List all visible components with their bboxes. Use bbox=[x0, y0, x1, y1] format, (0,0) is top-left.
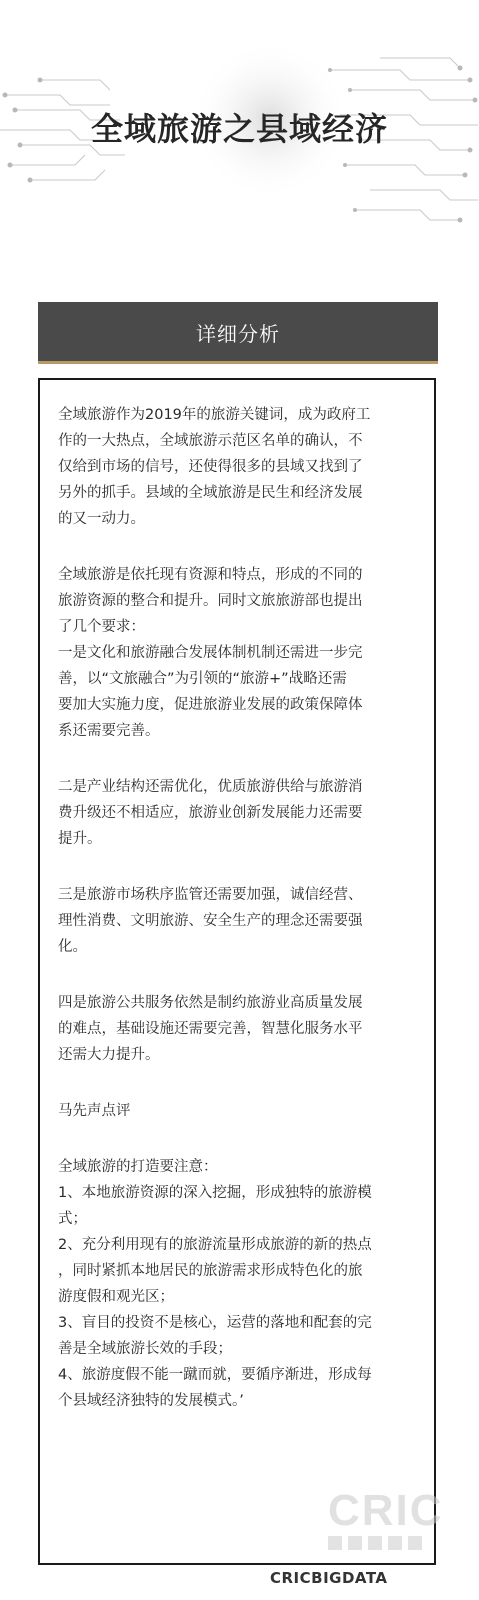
text-line: 四是旅游公共服务依然是制约旅游业高质量发展 bbox=[58, 995, 363, 1011]
text-line: 要加大实施力度，促进旅游业发展的政策保障体 bbox=[58, 697, 363, 713]
watermark-logo: CRIC bbox=[328, 1486, 444, 1535]
paragraph-gap bbox=[58, 744, 420, 774]
text-line: 个县域经济独特的发展模式。’ bbox=[58, 1393, 244, 1409]
text-line: 全域旅游是依托现有资源和特点，形成的不同的 bbox=[58, 567, 363, 583]
text-line: 的又一动力。 bbox=[58, 511, 145, 527]
paragraph bbox=[58, 774, 420, 852]
text-line: 4、旅游度假不能一蹴而就，要循序渐进，形成每 bbox=[58, 1367, 372, 1383]
text-line: 2、充分利用现有的旅游流量形成旅游的新的热点 bbox=[58, 1237, 372, 1253]
text-line: 全域旅游的打造要注意： bbox=[58, 1159, 218, 1175]
paragraph bbox=[58, 1098, 420, 1124]
paragraph-gap bbox=[58, 852, 420, 882]
text-line: 提升。 bbox=[58, 831, 102, 847]
paragraph bbox=[58, 1154, 420, 1414]
text-line: 式； bbox=[58, 1211, 87, 1227]
paragraph-gap bbox=[58, 1068, 420, 1098]
text-line: 全域旅游作为2019年的旅游关键词，成为政府工 bbox=[58, 407, 371, 423]
text-line: 仅给到市场的信号，还使得很多的县域又找到了 bbox=[58, 459, 363, 475]
header-banner bbox=[0, 0, 479, 250]
text-line: 1、本地旅游资源的深入挖掘，形成独特的旅游模 bbox=[58, 1185, 372, 1201]
paragraph-gap bbox=[58, 532, 420, 562]
text-line: 3、盲目的投资不是核心，运营的落地和配套的完 bbox=[58, 1315, 372, 1331]
section-header bbox=[38, 302, 438, 364]
paragraph bbox=[58, 562, 420, 744]
text-line: 了几个要求： bbox=[58, 619, 145, 635]
text-line: 善是全域旅游长效的手段； bbox=[58, 1341, 232, 1357]
text-line: 化。 bbox=[58, 939, 87, 955]
paragraph-gap bbox=[58, 960, 420, 990]
text-line: 马先声点评 bbox=[58, 1103, 131, 1119]
text-line: 费升级还不相适应，旅游业创新发展能力还需要 bbox=[58, 805, 363, 821]
paragraph-gap bbox=[58, 1124, 420, 1154]
text-line: 游度假和观光区； bbox=[58, 1289, 174, 1305]
text-line: 的难点，基础设施还需要完善，智慧化服务水平 bbox=[58, 1021, 363, 1037]
paragraph bbox=[58, 882, 420, 960]
article-body bbox=[58, 402, 420, 1414]
text-line: 理性消费、文明旅游、安全生产的理念还需要强 bbox=[58, 913, 363, 929]
text-line: 系还需要完善。 bbox=[58, 723, 160, 739]
paragraph bbox=[58, 402, 420, 532]
section-title: 详细分析 bbox=[196, 322, 280, 346]
text-line: ，同时紧抓本地居民的旅游需求形成特色化的旅 bbox=[58, 1263, 363, 1279]
paragraph bbox=[58, 990, 420, 1068]
page-title: 全域旅游之县域经济 bbox=[90, 110, 388, 148]
text-line: 善，以“文旅融合”为引领的“旅游+”战略还需 bbox=[58, 671, 347, 687]
text-line: 旅游资源的整合和提升。同时文旅旅游部也提出 bbox=[58, 593, 363, 609]
text-line: 一是文化和旅游融合发展体制机制还需进一步完 bbox=[58, 645, 363, 661]
text-line: 三是旅游市场秩序监管还需要加强，诚信经营、 bbox=[58, 887, 363, 903]
text-line: 二是产业结构还需优化，优质旅游供给与旅游消 bbox=[58, 779, 363, 795]
text-line: 作的一大热点，全域旅游示范区名单的确认，不 bbox=[58, 433, 363, 449]
text-line: 另外的抓手。县域的全域旅游是民生和经济发展 bbox=[58, 485, 363, 501]
text-line: 还需大力提升。 bbox=[58, 1047, 160, 1063]
watermark-subtext-icon bbox=[326, 1532, 436, 1552]
footer-brand: CRICBIGDATA bbox=[270, 1569, 388, 1587]
